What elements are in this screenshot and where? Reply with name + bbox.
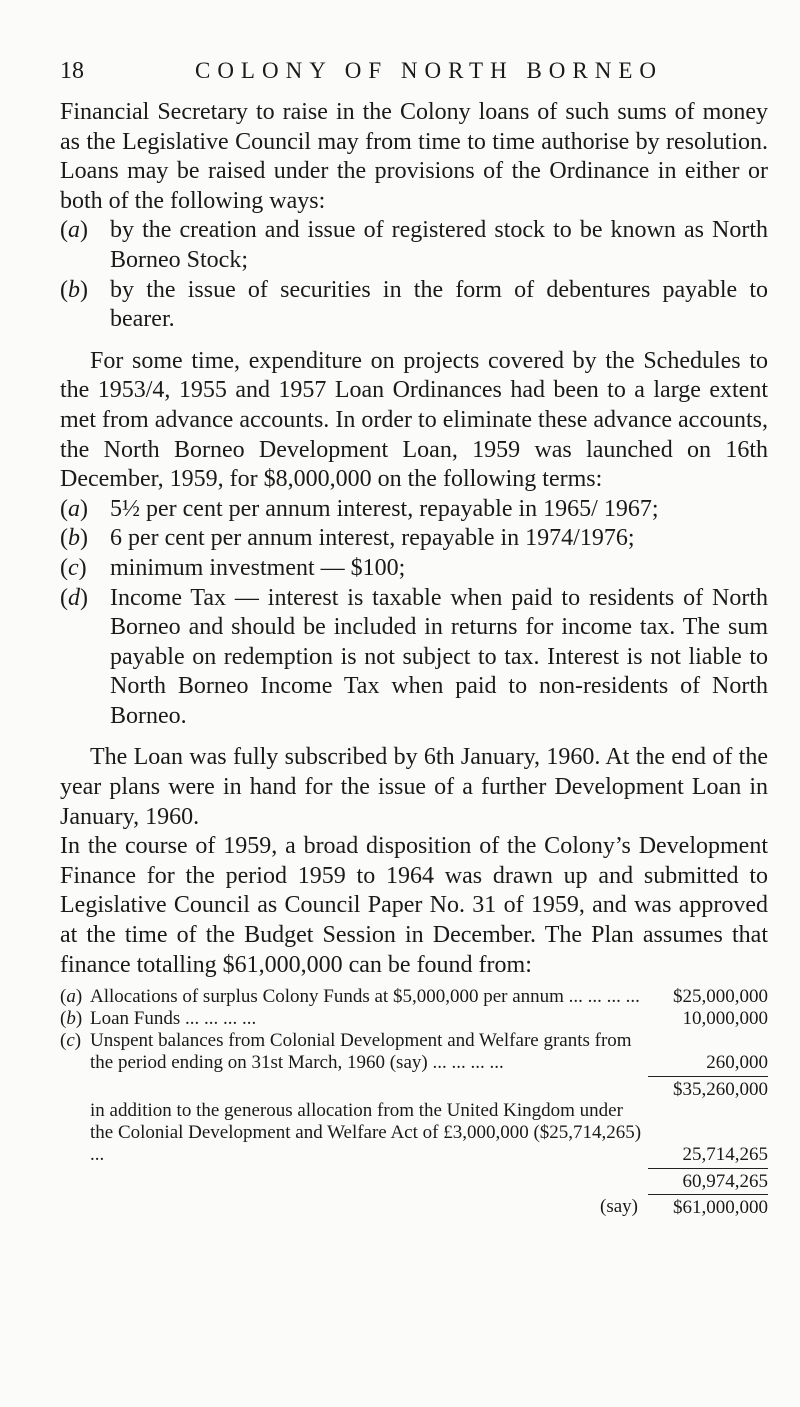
item-label: (c) bbox=[60, 554, 87, 581]
list-item bbox=[60, 276, 768, 335]
item-label: (b) bbox=[60, 525, 88, 552]
say-label: (say) bbox=[600, 1196, 638, 1218]
addition-amount: 25,714,265 bbox=[682, 1144, 768, 1166]
item-label: (a) bbox=[60, 217, 88, 244]
addition-text: in addition to the generous allocation from the United Kingdom under the Colonial Development and Welfare Act of £3,000,000 ($25,714,265) ... bbox=[90, 1100, 642, 1166]
list-item bbox=[60, 495, 768, 525]
row-amount: 10,000,000 bbox=[682, 1008, 768, 1030]
list-item bbox=[60, 554, 768, 584]
list-item bbox=[60, 216, 768, 275]
item-label: (d) bbox=[60, 584, 88, 611]
paragraph: In the course of 1959, a broad disposition of the Colony’s Development Finance for the period 1959 to 1964 was drawn up and submitted to Legislative Council as Council Paper No. 31 of 1959, and was approved at the time of the Budget Session in December. The Plan assumes that finance totalling $61,000,000 can be found from: bbox=[60, 833, 768, 978]
subtotal-amount: $35,260,000 bbox=[648, 1076, 768, 1101]
body-text bbox=[60, 98, 768, 980]
total-row bbox=[60, 1166, 768, 1192]
item-text: 6 per cent per annum interest, repayable in 1974/1976; bbox=[110, 525, 635, 552]
total-amount: 60,974,265 bbox=[648, 1168, 768, 1193]
item-text: Income Tax — interest is taxable when paid to residents of North Borneo and should be included in returns for income tax. The sum payable on redemption is not subject to tax. Interest is not liable to North Borneo Income Tax when paid to non-residents of North Borneo. bbox=[110, 584, 768, 729]
row-description: Loan Funds ... ... ... ... bbox=[90, 1008, 257, 1030]
paragraph: For some time, expenditure on projects covered by the Schedules to the 1953/4, 1955 and 1957 Loan Ordinances had been to a large extent met from advance accounts. In order to eliminate these advance accounts, the North Borneo Development Loan, 1959 was launched on 16th December, 1959, for $8,000,000 on the following terms: bbox=[60, 347, 768, 493]
list-item bbox=[60, 584, 768, 732]
item-text: 5½ per cent per annum interest, repayable in 1965/ 1967; bbox=[110, 495, 659, 522]
say-total-row bbox=[60, 1192, 768, 1218]
item-text: by the issue of securities in the form of debentures payable to bearer. bbox=[110, 276, 768, 333]
item-label: (a) bbox=[60, 495, 88, 522]
item-text: minimum investment — $100; bbox=[110, 554, 406, 581]
item-label: (b) bbox=[60, 276, 88, 303]
list-item bbox=[60, 524, 768, 554]
row-label: (b) bbox=[60, 1008, 83, 1030]
row-amount: 260,000 bbox=[706, 1052, 768, 1074]
page-number: 18 bbox=[60, 58, 84, 84]
table-row bbox=[60, 986, 768, 1008]
row-amount: $25,000,000 bbox=[673, 986, 768, 1008]
say-total-amount: $61,000,000 bbox=[648, 1194, 768, 1219]
paragraph: Financial Secretary to raise in the Colony loans of such sums of money as the Legislative Council may from time to time authorise by resolution. Loans may be raised under the provisions of the Ordinance in either or both of the following ways: bbox=[60, 99, 768, 214]
finance-table bbox=[60, 986, 768, 1218]
row-description: Unspent balances from Colonial Development and Welfare grants from the period ending on 31st March, 1960 (say) ... ... ... ... bbox=[90, 1030, 632, 1074]
table-row bbox=[60, 1030, 768, 1074]
addition-row bbox=[60, 1100, 768, 1166]
page-header bbox=[60, 58, 768, 98]
page bbox=[60, 58, 768, 1218]
paragraph: The Loan was fully subscribed by 6th January, 1960. At the end of the year plans were in hand for the issue of a further Development Loan in January, 1960. bbox=[60, 744, 768, 830]
item-text: by the creation and issue of registered stock to be known as North Borneo Stock; bbox=[110, 217, 768, 273]
row-description: Allocations of surplus Colony Funds at $5,000,000 per annum ... ... ... ... bbox=[90, 986, 640, 1008]
table-row bbox=[60, 1008, 768, 1030]
subtotal-row bbox=[60, 1074, 768, 1100]
running-title: COLONY OF NORTH BORNEO bbox=[194, 58, 664, 83]
row-label: (c) bbox=[60, 1030, 82, 1052]
row-label: (a) bbox=[60, 986, 83, 1008]
